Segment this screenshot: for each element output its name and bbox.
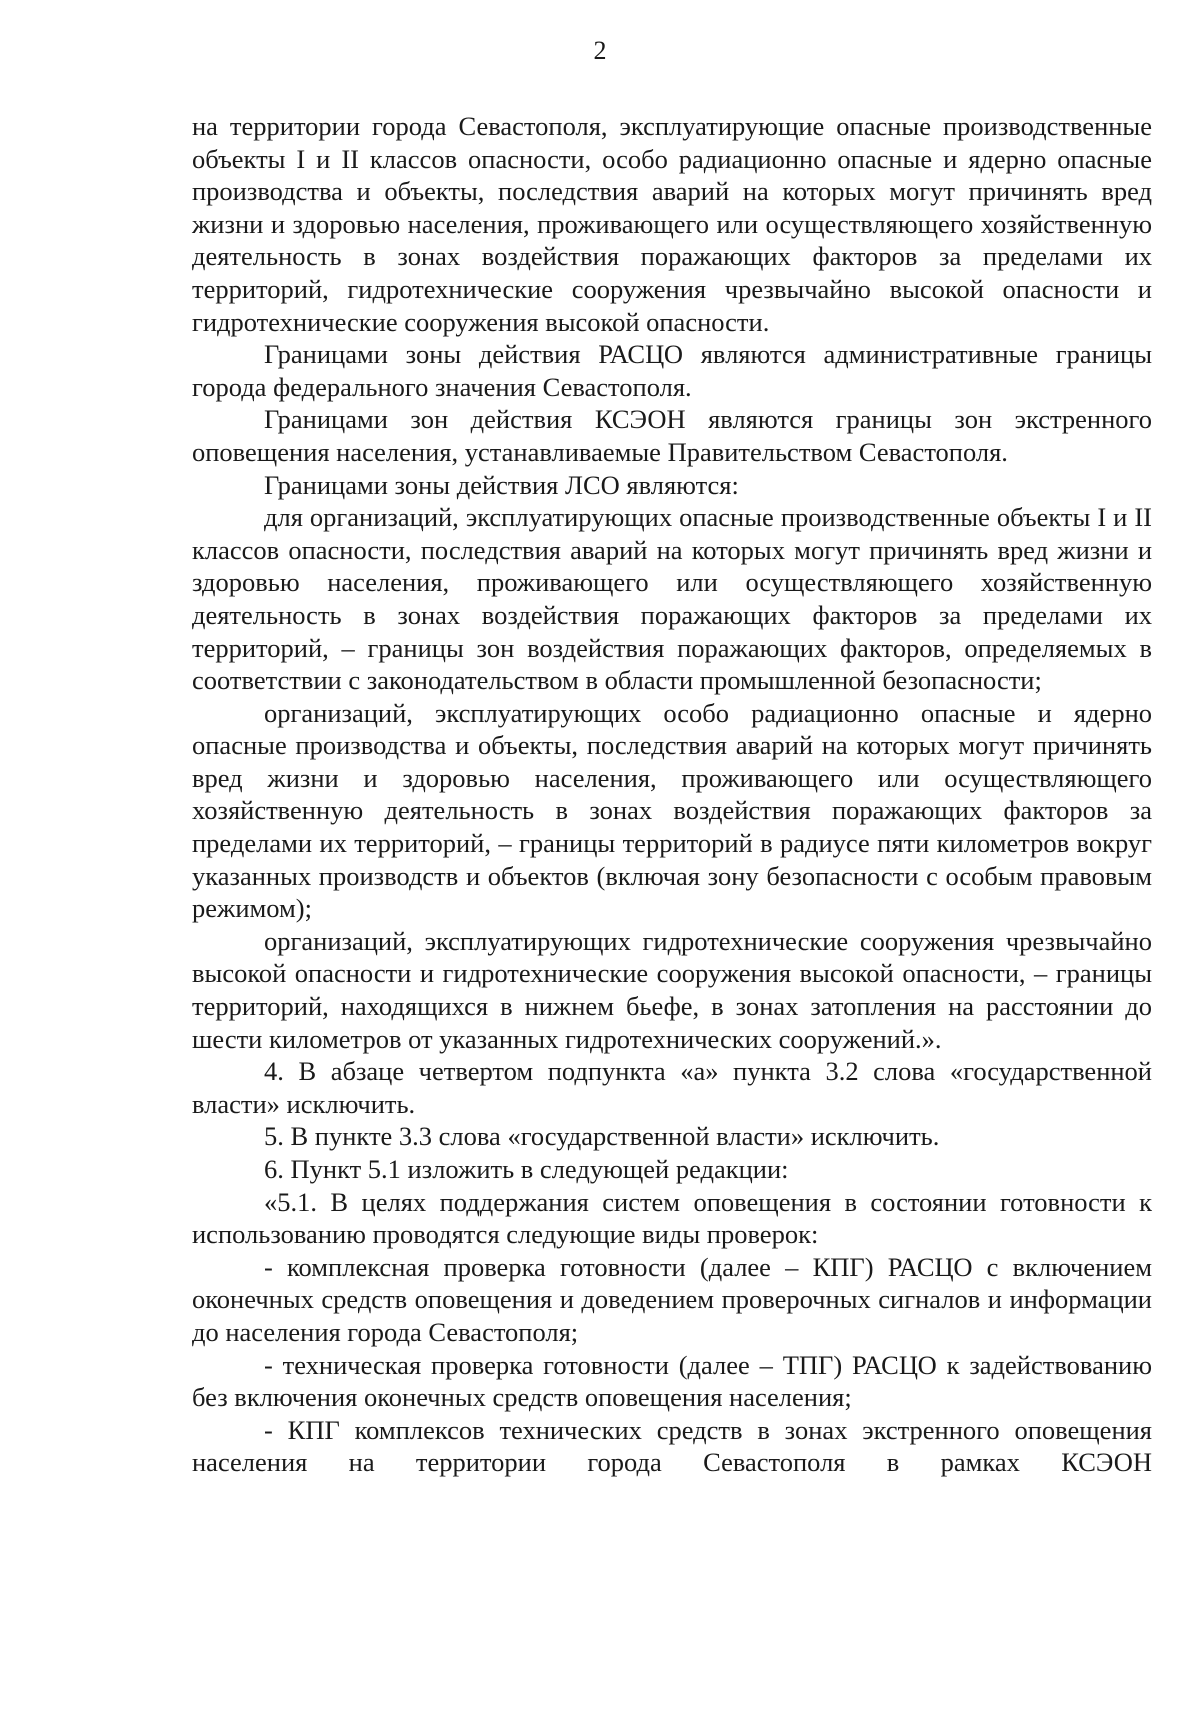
paragraph: «5.1. В целях поддержания систем оповещения в состоянии готовности к использованию проводятся следующие виды проверок: [192, 1186, 1152, 1250]
paragraph: на территории города Севастополя, эксплуатирующие опасные производственные объекты I и II классов опасности, особо радиационно опасные и ядерно опасные производства и объекты, последствия аварий на которых могут причинять вред жизни и здоровью населения, проживающего или осуществляющего хозяйственную деятельность в зонах воздействия поражающих факторов за пределами их территорий, гидротехнические сооружения чрезвычайно высокой опасности и гидротехнические сооружения высокой опасности. [192, 111, 1152, 337]
paragraph: Границами зоны действия ЛСО являются: [264, 469, 739, 500]
paragraph: для организаций, эксплуатирующих опасные производственные объекты I и II классов опасности, последствия аварий на которых могут причинять вред жизни и здоровью населения, проживающего или осуществляющего хозяйственную деятельность в зонах воздействия поражающих факторов за пределами их территорий, – границы зон воздействия поражающих факторов, определяемых в соответствии с законодательством в области промышленной безопасности; [192, 502, 1152, 696]
page-number: 2 [593, 36, 607, 65]
paragraph: организаций, эксплуатирующих особо радиационно опасные и ядерно опасные производства и объекты, последствия аварий на которых могут причинять вред жизни и здоровью населения, проживающего или осуществляющего хозяйственную деятельность в зонах воздействия поражающих факторов за пределами их территорий, – границы территорий в радиусе пяти километров вокруг указанных производств и объектов (включая зону безопасности с особым правовым режимом); [192, 697, 1152, 924]
paragraph: 4. В абзаце четвертом подпункта «а» пункта 3.2 слова «государственной власти» исключить. [192, 1056, 1152, 1119]
paragraph: - техническая проверка готовности (далее – ТПГ) РАСЦО к задействованию без включения оконечных средств оповещения населения; [192, 1349, 1152, 1413]
paragraph: Границами зон действия КСЭОН являются границы зон экстренного оповещения населения, устанавливаемые Правительством Севастополя. [192, 404, 1152, 467]
paragraph: - КПГ комплексов технических средств в зонах экстренного оповещения населения на территории города Севастополя в рамках КСЭОН [192, 1414, 1152, 1478]
paragraph: 5. В пункте 3.3 слова «государственной власти» исключить. [264, 1121, 940, 1152]
paragraph: организаций, эксплуатирующих гидротехнические сооружения чрезвычайно высокой опасности и гидротехнические сооружения высокой опасности, – границы территорий, находящихся в нижнем бьефе, в зонах затопления на расстоянии до шести километров от указанных гидротехнических сооружений.». [192, 925, 1152, 1054]
paragraph: Границами зоны действия РАСЦО являются административные границы города федерального значения Севастополя. [192, 339, 1152, 402]
paragraph: 6. Пункт 5.1 изложить в следующей редакции: [264, 1154, 789, 1184]
paragraph: - комплексная проверка готовности (далее – КПГ) РАСЦО с включением оконечных средств оповещения и доведением проверочных сигналов и информации до населения города Севастополя; [192, 1251, 1152, 1347]
document-body [192, 110, 1152, 1479]
